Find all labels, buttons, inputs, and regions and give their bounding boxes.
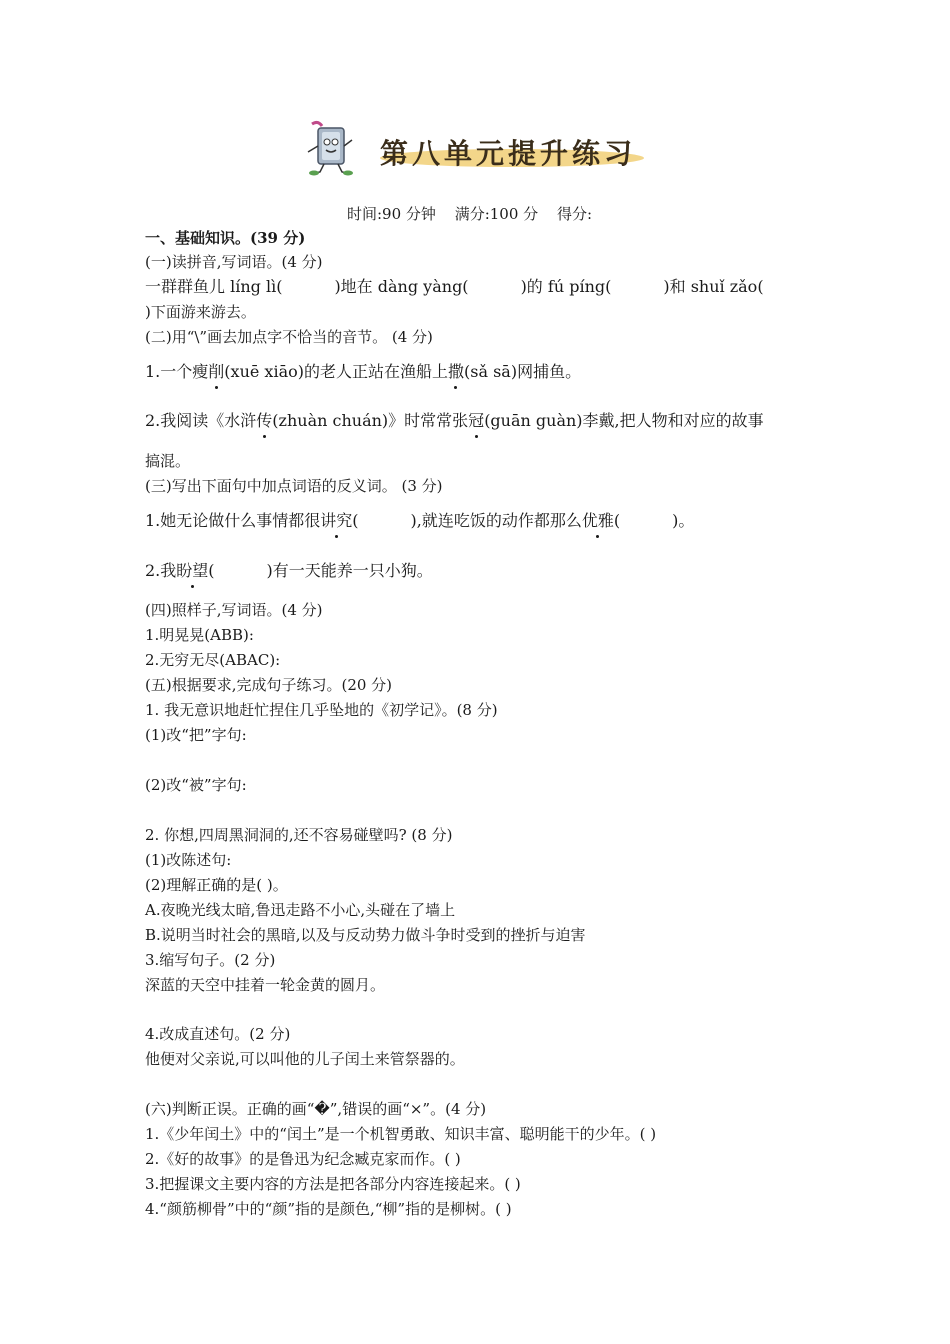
q2-heading: (二)用“\”画去加点字不恰当的音节。 (4 分)	[145, 328, 433, 346]
q3-heading: (三)写出下面句中加点词语的反义词。 (3 分)	[145, 477, 443, 495]
q5-item4: 4.改成直述句。(2 分)	[145, 1025, 291, 1043]
q5-option-b: B.说明当时社会的黑暗,以及与反动势力做斗争时受到的挫折与迫害	[145, 926, 586, 944]
q6-item3: 3.把握课文主要内容的方法是把各部分内容连接起来。( )	[145, 1175, 521, 1193]
q2-text: (guān guàn)李戴,把人物和对应的故事	[484, 411, 764, 430]
q4-item2: 2.无穷无尽(ABAC):	[145, 651, 281, 669]
q5-item3: 3.缩写句子。(2 分)	[145, 951, 276, 969]
q5-item3-sentence: 深蓝的天空中挂着一轮金黄的圆月。	[145, 976, 386, 994]
q3-text: )。	[672, 511, 695, 530]
q5-option-a: A.夜晚光线太暗,鲁迅走路不小心,头碰在了墙上	[145, 901, 456, 919]
dotted-char: 传	[256, 411, 273, 430]
q3-item2	[145, 561, 433, 581]
q1-text: )和 shuǐ zǎo(	[663, 277, 764, 296]
dotted-char: 撒	[447, 362, 464, 381]
q2-item2	[145, 411, 764, 431]
q3-text: ),就连吃饭的动作都那么	[410, 511, 582, 530]
q3-text: )有一天能养一只小狗。	[266, 561, 433, 580]
dotted-char: 削	[208, 362, 225, 381]
q5-item4-sentence: 他便对父亲说,可以叫他的儿子闰土来管祭器的。	[145, 1050, 465, 1068]
title-banner	[300, 118, 650, 180]
q4-heading: (四)照样子,写词语。(4 分)	[145, 601, 323, 619]
q5-item1-sub1: (1)改“把”字句:	[145, 726, 247, 744]
q3-text: (	[208, 561, 215, 580]
dotted-char: 冠	[468, 411, 485, 430]
exam-meta	[347, 203, 606, 224]
q3-item1	[145, 511, 694, 531]
q6-heading: (六)判断正误。正确的画“�”,错误的画“×”。(4 分)	[145, 1100, 487, 1118]
q1-text: 一群群鱼儿 líng lì(	[145, 277, 283, 296]
time-limit: 时间:90 分钟	[347, 205, 436, 223]
q1-line2: )下面游来游去。	[145, 303, 256, 321]
q2-text: (zhuàn chuán)》时常常张	[272, 411, 469, 430]
q3-text: 1.她无论做什么事情都很	[145, 511, 321, 530]
q2-text: (xuē xiāo)的老人正站在渔船上	[224, 362, 448, 381]
score-field: 得分:	[556, 205, 592, 223]
dotted-word: 优雅	[581, 511, 614, 530]
q5-item2-sub1: (1)改陈述句:	[145, 851, 232, 869]
q3-text: 2.我	[145, 561, 177, 580]
q5-item1: 1. 我无意识地赶忙捏住几乎坠地的《初学记》。(8 分)	[145, 701, 498, 719]
q6-item1: 1.《少年闰土》中的“闰土”是一个机智勇敢、知识丰富、聪明能干的少年。( )	[145, 1125, 657, 1143]
q2-text: 1.一个瘦	[145, 362, 209, 381]
q1-line1	[145, 277, 764, 297]
dotted-word: 讲究	[320, 511, 353, 530]
full-score: 满分:100 分	[454, 205, 539, 223]
q6-item2: 2.《好的故事》的是鲁迅为纪念臧克家而作。( )	[145, 1150, 461, 1168]
q3-text: (	[613, 511, 621, 530]
q2-item1	[145, 362, 581, 382]
q1-heading: (一)读拼音,写词语。(4 分)	[145, 253, 323, 271]
q1-text: )地在 dàng yàng(	[334, 277, 469, 296]
q2-text: (sǎ sā)网捕鱼。	[464, 362, 582, 381]
section-heading: 一、基础知识。(39 分)	[145, 229, 306, 247]
q6-item4: 4.“颜筋柳骨”中的“颜”指的是颜色,“柳”指的是柳树。( )	[145, 1200, 512, 1218]
q2-item2-cont: 搞混。	[145, 452, 191, 470]
q2-text: 2.我阅读《水浒	[145, 411, 257, 430]
q5-heading: (五)根据要求,完成句子练习。(20 分)	[145, 676, 393, 694]
q1-text: )的 fú píng(	[520, 277, 612, 296]
q5-item2-sub2: (2)理解正确的是( )。	[145, 876, 288, 894]
worksheet-title: 第八单元提升练习	[380, 137, 637, 170]
q5-item1-sub2: (2)改“被”字句:	[145, 776, 247, 794]
q5-item2: 2. 你想,四周黑洞洞的,还不容易碰壁吗? (8 分)	[145, 826, 453, 844]
q3-text: (	[352, 511, 359, 530]
q4-item1: 1.明晃晃(ABB):	[145, 626, 254, 644]
dotted-word: 盼望	[176, 561, 209, 580]
